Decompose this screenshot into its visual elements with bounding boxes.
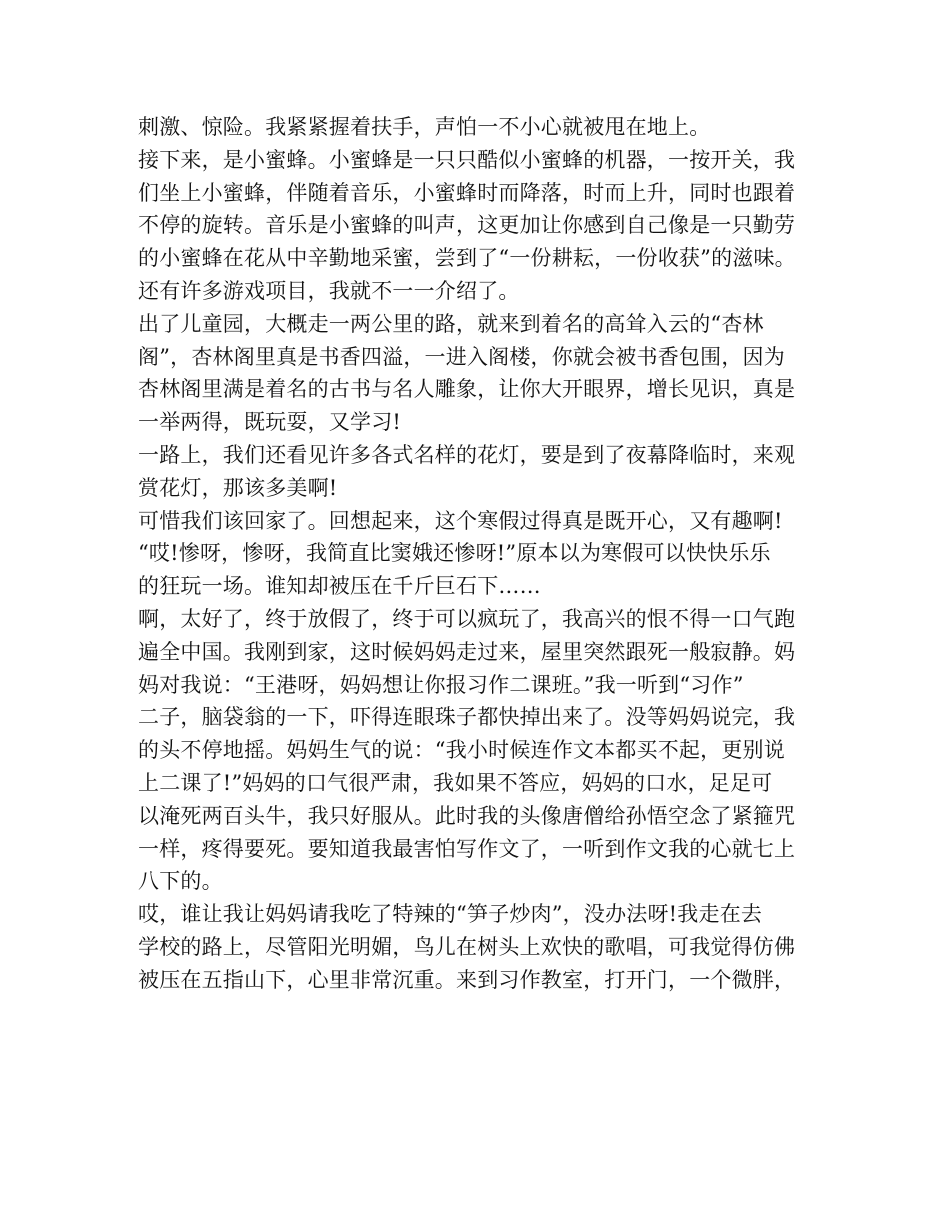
text-line: 啊，太好了，终于放假了，终于可以疯玩了，我高兴的恨不得一口气跑 [138,606,796,631]
text-line: 接下来，是小蜜蜂。小蜜蜂是一只只酷似小蜜蜂的机器，一按开关，我 [138,147,796,172]
text-line: 赏花灯，那该多美啊! [138,475,338,500]
text-line: 们坐上小蜜蜂，伴随着音乐，小蜜蜂时而降落，时而上升，同时也跟着 [138,180,796,205]
text-line: 杏林阁里满是着名的古书与名人雕象，让你大开眼界，增长见识，真是 [138,377,796,402]
text-line: 不停的旋转。音乐是小蜜蜂的叫声，这更加让你感到自己像是一只勤劳 [138,213,796,238]
text-line: 学校的路上，尽管阳光明媚，鸟儿在树头上欢快的歌唱，可我觉得仿佛 [138,934,796,959]
text-line: 的头不停地摇。妈妈生气的说：“我小时候连作文本都买不起，更别说 [138,738,785,763]
text-line: 阁”，杏林阁里真是书香四溢，一进入阁楼，你就会被书香包围，因为 [138,344,785,369]
document-text [138,111,838,997]
text-line: 的狂玩一场。谁知却被压在千斤巨石下…… [138,574,541,599]
text-line: 一样，疼得要死。要知道我最害怕写作文了，一听到作文我的心就七上 [138,836,796,861]
text-line: 出了儿童园，大概走一两公里的路，就来到着名的高耸入云的“杏林 [138,311,764,336]
text-line: 遍全中国。我刚到家，这时候妈妈走过来，屋里突然跟死一般寂静。妈 [138,639,796,664]
text-line: 的小蜜蜂在花从中辛勤地采蜜，尝到了“一份耕耘，一份收获”的滋味。 [138,246,796,271]
text-line: 刺激、惊险。我紧紧握着扶手，声怕一不小心就被甩在地上。 [138,115,711,139]
text-line: 妈对我说：“王港呀，妈妈想让你报习作二课班。”我一听到“习作” [138,672,744,697]
text-line: 还有许多游戏项目，我就不一一介绍了。 [138,278,520,303]
text-line: 一路上，我们还看见许多各式名样的花灯，要是到了夜幕降临时，来观 [138,442,796,467]
text-line: 以淹死两百头牛，我只好服从。此时我的头像唐僧给孙悟空念了紧箍咒 [138,803,796,828]
text-line: “哎!惨呀，惨呀，我简直比窦娥还惨呀!”原本以为寒假可以快快乐乐 [138,541,771,566]
text-line: 二子，脑袋翁的一下，吓得连眼珠子都快掉出来了。没等妈妈说完，我 [138,705,796,730]
text-line: 八下的。 [138,869,223,894]
text-line: 上二课了!”妈妈的口气很严肃，我如果不答应，妈妈的口水，足足可 [138,770,773,795]
text-line: 可惜我们该回家了。回想起来，这个寒假过得真是既开心，又有趣啊! [138,508,783,533]
text-line: 一举两得，既玩耍，又学习! [138,410,402,435]
text-line: 被压在五指山下，心里非常沉重。来到习作教室，打开门，一个微胖， [138,967,796,992]
text-line: 哎，谁让我让妈妈请我吃了特辣的“笋子炒肉”，没办法呀!我走在去 [138,902,763,927]
